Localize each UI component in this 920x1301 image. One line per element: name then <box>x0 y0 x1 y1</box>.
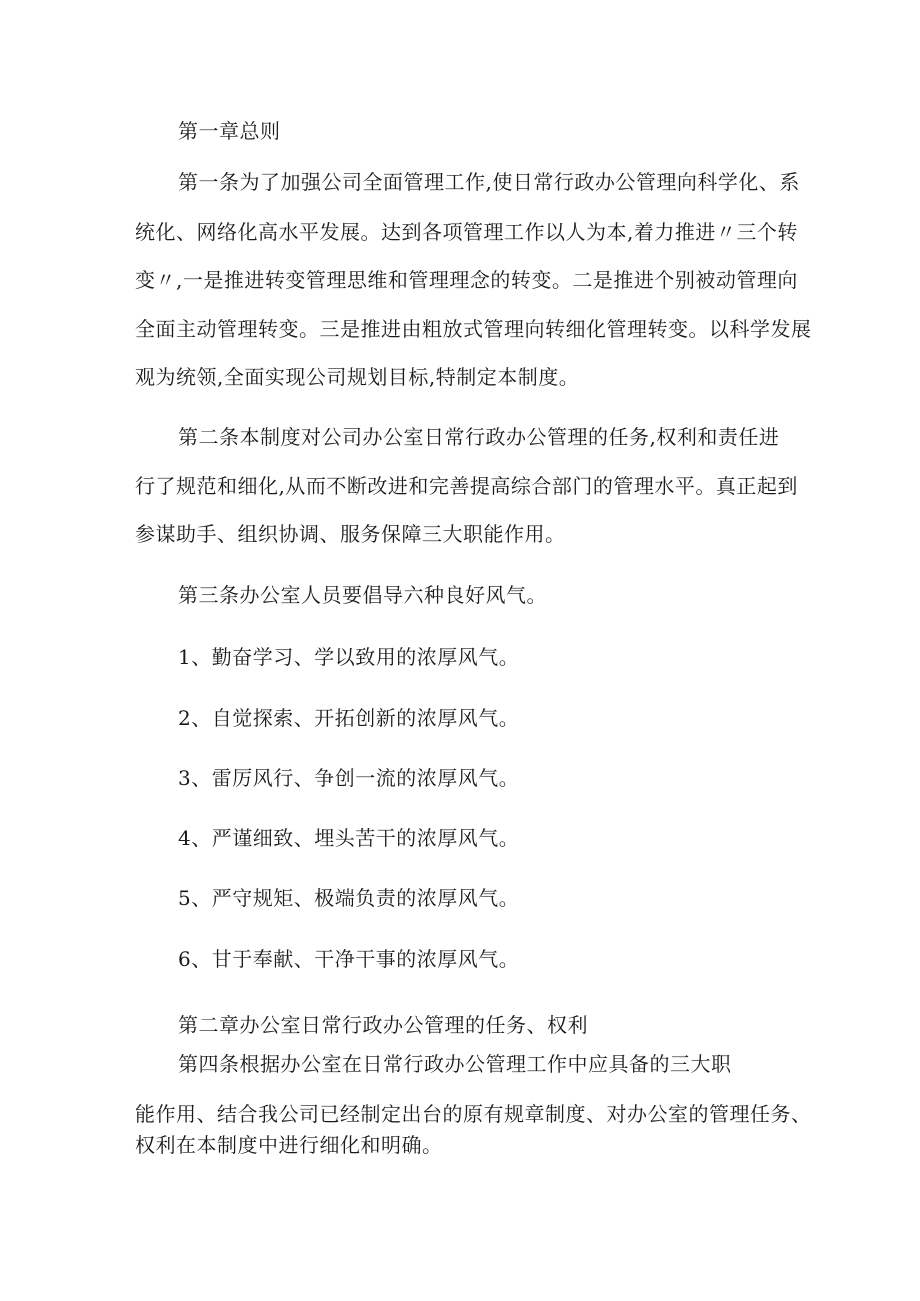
article-4-line-3: 权利在本制度中进行细化和明确。 <box>135 1133 443 1157</box>
chapter-2-heading: 第二章办公室日常行政办公管理的任务、权利 <box>178 1013 588 1037</box>
article-1-line-3: 变〃,一是推进转变管理思维和管理理念的转变。二是推进个别被动管理向 <box>135 268 798 292</box>
article-1-line-2: 统化、网络化高水平发展。达到各项管理工作以人为本,着力推进〃三个转 <box>135 220 798 244</box>
article-2-line-3: 参谋助手、组织协调、服务保障三大职能作用。 <box>135 522 566 546</box>
article-2-line-1: 第二条本制度对公司办公室日常行政办公管理的任务,权利和责任进 <box>178 425 780 449</box>
list-item: 3、雷厉风行、争创一流的浓厚风气。 <box>178 766 520 790</box>
list-item: 6、甘于奉献、干净干事的浓厚风气。 <box>178 947 520 971</box>
article-1-line-5: 观为统领,全面实现公司规划目标,特制定本制度。 <box>135 365 580 389</box>
article-1-line-1: 第一条为了加强公司全面管理工作,使日常行政办公管理向科学化、系 <box>178 170 800 194</box>
list-item: 1、勤奋学习、学以致用的浓厚风气。 <box>178 645 520 669</box>
chapter-1-heading: 第一章总则 <box>178 119 281 143</box>
article-3: 第三条办公室人员要倡导六种良好风气。 <box>178 583 547 607</box>
article-4-line-2: 能作用、结合我公司已经制定出台的原有规章制度、对办公室的管理任务、 <box>135 1102 812 1126</box>
list-item: 5、严守规矩、极端负责的浓厚风气。 <box>178 886 520 910</box>
list-item: 2、自觉探索、开拓创新的浓厚风气。 <box>178 706 520 730</box>
list-item: 4、严谨细致、埋头苦干的浓厚风气。 <box>178 826 520 850</box>
article-4-line-1: 第四条根据办公室在日常行政办公管理工作中应具备的三大职 <box>178 1052 732 1076</box>
article-1-line-4: 全面主动管理转变。三是推进由粗放式管理向转细化管理转变。以科学发展 <box>135 317 812 341</box>
article-2-line-2: 行了规范和细化,从而不断改进和完善提高综合部门的管理水平。真正起到 <box>135 474 798 498</box>
